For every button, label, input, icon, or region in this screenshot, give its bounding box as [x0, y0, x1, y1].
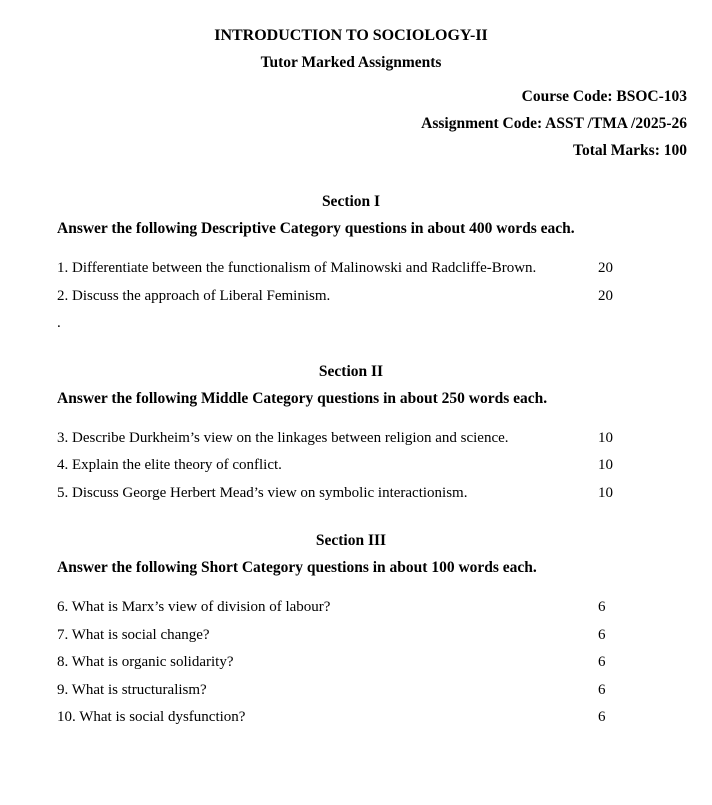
assignment-code: Assignment Code: ASST /TMA /2025-26	[421, 115, 687, 132]
section-heading: Section II	[318, 362, 384, 380]
question-marks: 6	[598, 681, 606, 698]
question-row	[57, 255, 645, 283]
question-text: 1. Differentiate between the functionalism of Malinowski and Radcliffe-Brown.	[57, 260, 537, 276]
question-row	[57, 677, 645, 705]
question-text: 3. Describe Durkheim’s view on the linkages between religion and science.	[57, 429, 509, 446]
question-row	[57, 704, 645, 732]
question-text: 8. What is organic solidarity?	[57, 654, 234, 670]
assignment-section	[57, 188, 645, 338]
question-marks: 20	[598, 287, 613, 304]
question-text: 10. What is social dysfunction?	[57, 709, 246, 725]
section-instruction: Answer the following Descriptive Category questions in about 400 words each.	[57, 220, 575, 237]
section-instruction: Answer the following Short Category questions in about 100 words each.	[57, 559, 537, 576]
total-marks: Total Marks: 100	[573, 142, 687, 159]
question-marks: 6	[598, 654, 606, 670]
meta-block	[57, 83, 687, 164]
question-text: 6. What is Marx’s view of division of labour?	[57, 599, 331, 615]
question-marks: 6	[598, 599, 606, 615]
course-code: Course Code: BSOC-103	[521, 88, 687, 105]
question-text: 5. Discuss George Herbert Mead’s view on symbolic interactionism.	[57, 484, 468, 501]
assignment-section	[57, 358, 645, 508]
question-marks: 10	[598, 429, 613, 446]
question-marks: 6	[598, 626, 606, 643]
question-row	[57, 425, 645, 453]
course-title: INTRODUCTION TO SOCIOLOGY-II	[214, 27, 488, 44]
assignment-type-subtitle: Tutor Marked Assignments	[260, 54, 442, 71]
assignment-section	[57, 527, 645, 732]
question-marks: 10	[598, 484, 613, 501]
sections-container	[57, 188, 645, 732]
question-marks: 20	[598, 260, 613, 276]
section-heading: Section III	[315, 532, 387, 549]
section-instruction: Answer the following Middle Category questions in about 250 words each.	[57, 389, 548, 407]
question-row	[57, 649, 645, 677]
question-row	[57, 594, 645, 622]
trailing-text: .	[57, 315, 61, 331]
question-text: 7. What is social change?	[57, 626, 210, 643]
question-list	[57, 425, 645, 508]
section-heading: Section I	[321, 193, 381, 210]
question-row	[57, 452, 645, 480]
question-list	[57, 594, 645, 732]
question-row	[57, 622, 645, 650]
question-list	[57, 255, 645, 338]
question-text: 4. Explain the elite theory of conflict.	[57, 457, 282, 473]
question-text: 2. Discuss the approach of Liberal Feminism.	[57, 287, 331, 304]
question-text: 9. What is structuralism?	[57, 681, 207, 698]
document-header	[57, 26, 687, 164]
question-marks: 10	[598, 457, 613, 473]
question-marks: 6	[598, 709, 606, 725]
question-row	[57, 480, 645, 508]
question-row	[57, 283, 645, 311]
